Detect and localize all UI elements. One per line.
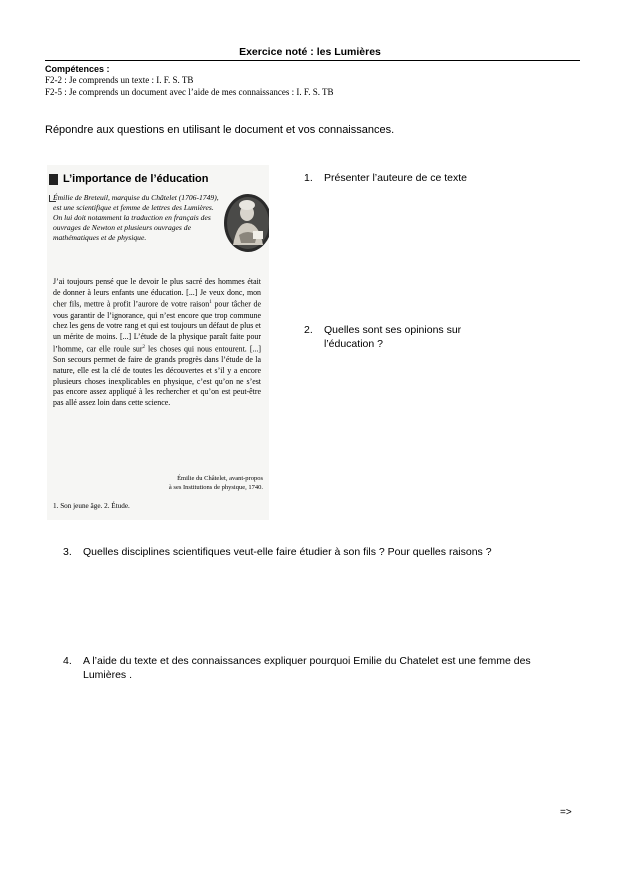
- document-intro: Émilie de Breteuil, marquise du Châtelet (1706-1749), est une scientifique et femme de lettres des Lumières. On lui doit notamment la traduction en français des ouvrages de Newton et plusieurs ouvrages de mathématiques et de physique.: [53, 193, 219, 242]
- textbook-document: [47, 165, 269, 520]
- title-rule: [45, 60, 580, 61]
- document-body: J’ai toujours pensé que le devoir le plus sacré des hommes était de donner à leurs enfants une éducation. [...] Je veux donc, mon cher fils, mettre à profit l’aurore de votre raison$^1$ pour tâcher de vous garantir de l’ignorance, qui n’est encore que trop commune chez les gens de votre rang et qui est toujours un défaut de plus et un mérite de moins. [...] L’étude de la physique paraît faite pour l’homme, car elle roule sur$^2$ les choses qui nous entourent. [...] Son secours permet de faire de grands progrès dans l’étude de la nature, elle est la clé de toutes les découvertes et s’il y a encore plusieurs choses inexplicables en physique, c’est qu’on ne s’est pas encore assez appliqué à les rechercher et qu’on est peut-être pas allé assez loin dans cette science.: [53, 277, 261, 407]
- question-3: 3. Quelles disciplines scientifiques veut-elle faire étudier à son fils ? Pour quelles raisons ?: [63, 546, 492, 558]
- document-title: L’importance de l’éducation: [63, 173, 209, 185]
- next-page-marker: =>: [560, 807, 572, 818]
- page-title: Exercice noté : les Lumières: [239, 46, 381, 58]
- competence-item: F2-5 : Je comprends un document avec l’aide de mes connaissances : I. F. S. TB: [45, 87, 334, 97]
- competences-label: Compétences :: [45, 64, 110, 74]
- document-footnotes: 1. Son jeune âge. 2. Étude.: [53, 502, 130, 510]
- portrait-image: [223, 193, 269, 253]
- instruction: Répondre aux questions en utilisant le document et vos connaissances.: [45, 124, 395, 136]
- document-source: Émilie du Châtelet, avant-propos à ses Institutions de physique, 1740.: [168, 475, 263, 491]
- question-1: 1. Présenter l’auteure de ce texte: [304, 172, 468, 184]
- question-2: 2. Quelles sont ses opinions sur l’éducation ?: [304, 324, 462, 350]
- question-4: 4. A l’aide du texte et des connaissances expliquer pourquoi Emilie du Chatelet est une femme des Lumières .: [63, 655, 531, 681]
- competence-item: F2-2 : Je comprends un texte : I. F. S. TB: [45, 75, 194, 85]
- square-marker-icon: [49, 174, 58, 185]
